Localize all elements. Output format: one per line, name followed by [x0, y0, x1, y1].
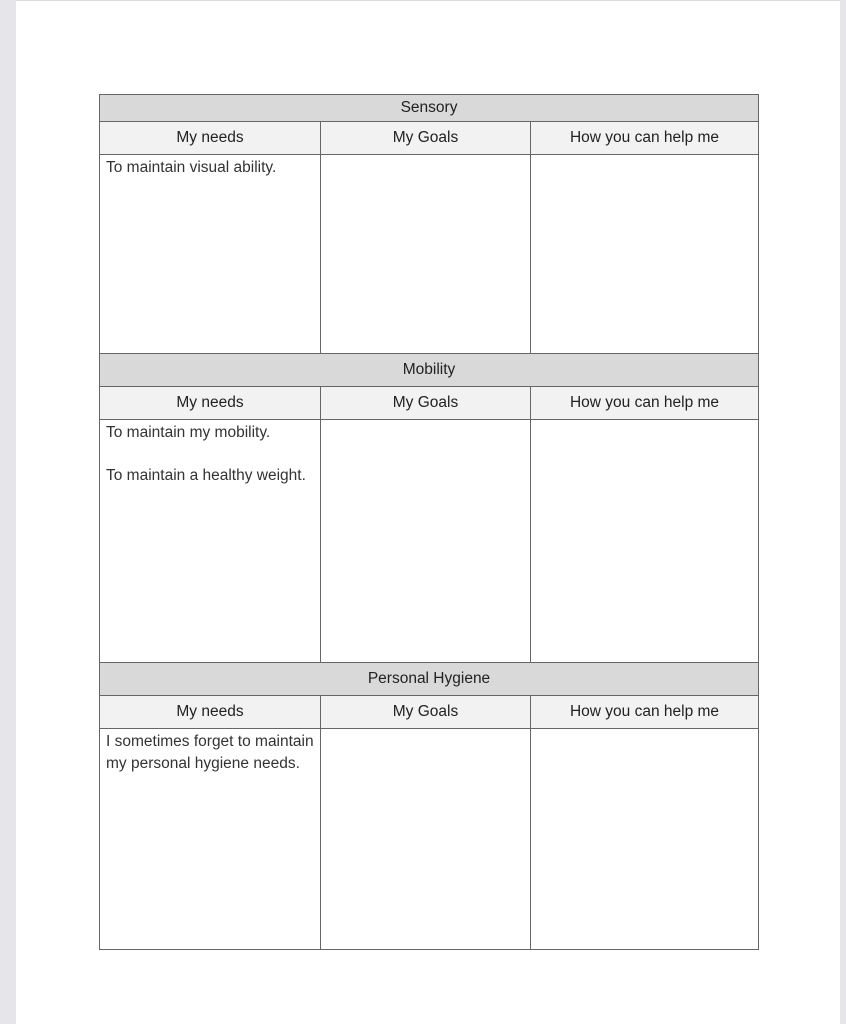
column-header-row	[100, 387, 759, 420]
section-body-row	[100, 729, 759, 950]
header-how-you-can-help: How you can help me	[531, 696, 759, 729]
section-body-row	[100, 420, 759, 663]
needs-text: I sometimes forget to maintain my personal hygiene needs.	[106, 733, 314, 772]
header-how-you-can-help: How you can help me	[531, 122, 759, 155]
header-my-goals: My Goals	[321, 387, 531, 420]
section-title-row	[100, 354, 759, 387]
needs-cell	[100, 155, 321, 354]
header-my-needs: My needs	[100, 387, 321, 420]
section-title-row	[100, 663, 759, 696]
header-my-needs: My needs	[100, 122, 321, 155]
header-my-goals: My Goals	[321, 696, 531, 729]
needs-text: To maintain a healthy weight.	[106, 466, 306, 484]
help-cell	[531, 155, 759, 354]
needs-text: To maintain my mobility.	[106, 424, 271, 441]
section-title-row	[100, 95, 759, 122]
needs-cell	[100, 420, 321, 663]
goals-cell	[321, 729, 531, 950]
care-plan-table	[99, 94, 759, 950]
section-title-mobility: Mobility	[100, 354, 759, 387]
section-title-personal-hygiene: Personal Hygiene	[100, 663, 759, 696]
help-cell	[531, 420, 759, 663]
header-my-goals: My Goals	[321, 122, 531, 155]
document-page	[16, 0, 840, 1024]
section-title-sensory: Sensory	[100, 95, 759, 122]
column-header-row	[100, 696, 759, 729]
header-my-needs: My needs	[100, 696, 321, 729]
header-how-you-can-help: How you can help me	[531, 387, 759, 420]
help-cell	[531, 729, 759, 950]
needs-cell	[100, 729, 321, 950]
goals-cell	[321, 420, 531, 663]
needs-text: To maintain visual ability.	[106, 159, 277, 176]
column-header-row	[100, 122, 759, 155]
goals-cell	[321, 155, 531, 354]
section-body-row	[100, 155, 759, 354]
